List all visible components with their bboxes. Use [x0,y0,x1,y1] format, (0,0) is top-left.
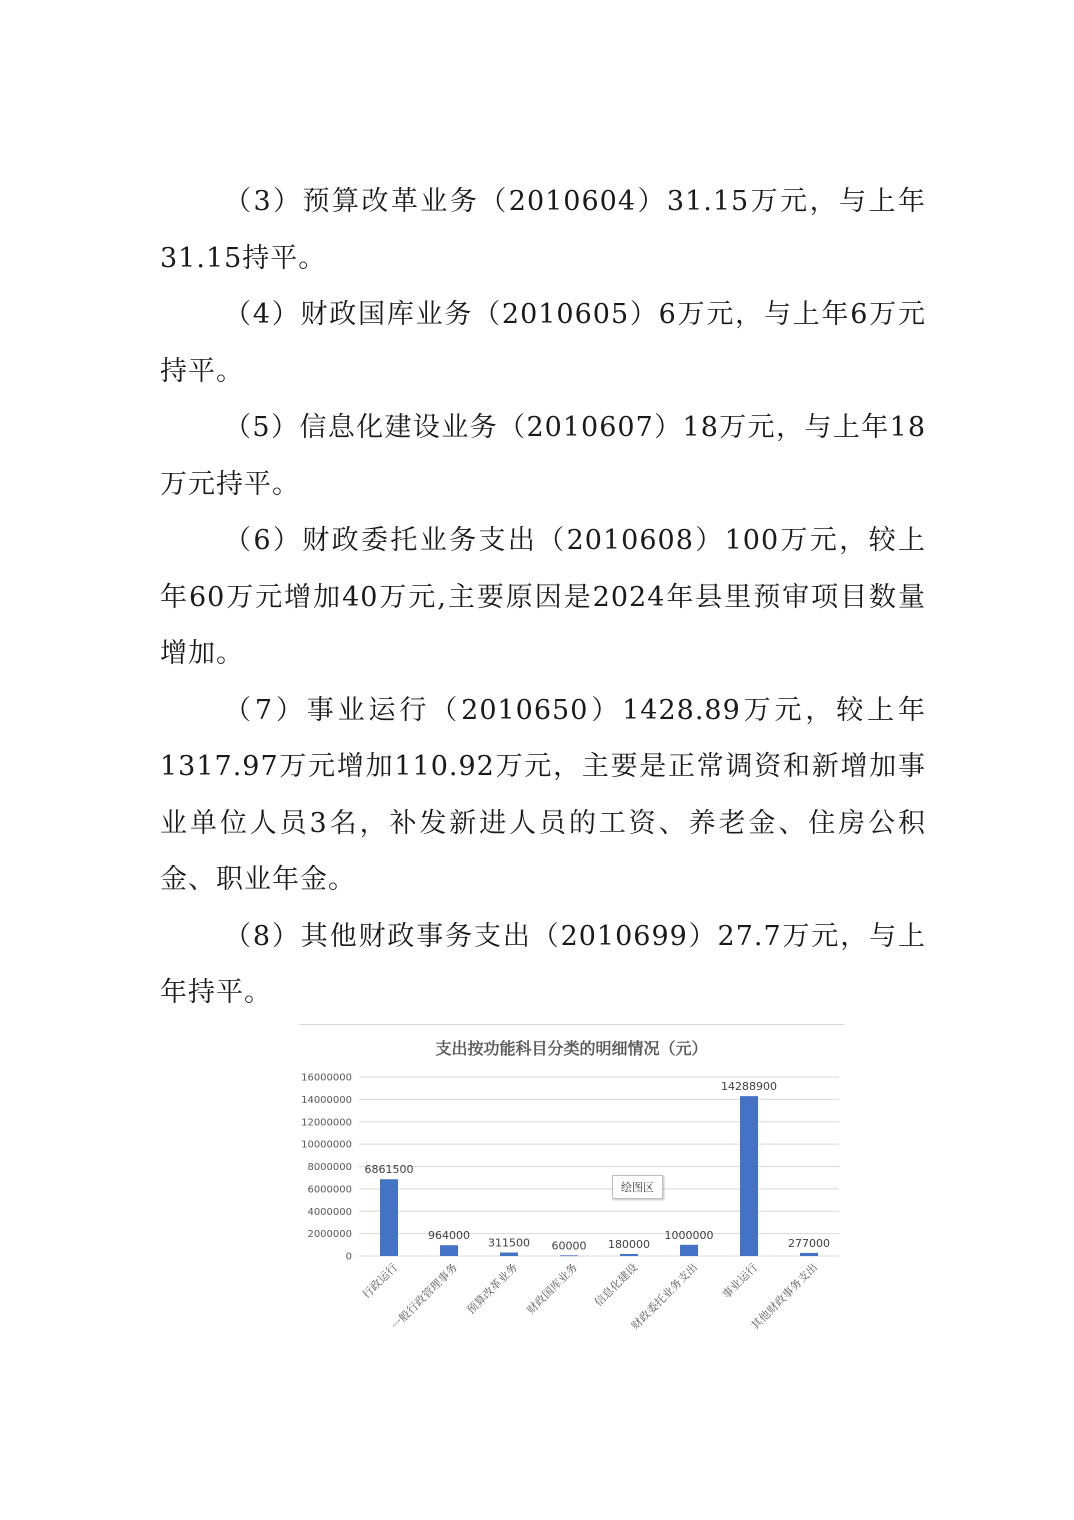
y-tick-label: 16000000 [301,1072,352,1084]
paragraph-treasury: （4）财政国库业务（2010605）6万元，与上年6万元持平。 [160,299,926,387]
data-label: 60000 [551,1239,587,1253]
chart-plot [299,1024,844,1369]
chart-title: 支出按功能科目分类的明细情况（元） [435,1039,708,1058]
bar [560,1255,578,1256]
bar [500,1253,518,1256]
data-label: 964000 [428,1229,470,1243]
plot-area-tag: 绘图区 [612,1175,663,1199]
paragraph-budget-reform: （3）预算改革业务（2010604）31.15万元，与上年31.15持平。 [160,186,926,274]
bar [680,1245,698,1256]
data-label: 1000000 [664,1228,714,1242]
bar [440,1245,458,1256]
bar [620,1254,638,1256]
y-tick-label: 10000000 [301,1139,352,1151]
paragraph-entrusted-business: （6）财政委托业务支出（2010608）100万元，较上年60万元增加40万元,主要原因是2024年县里预审项目数量增加。 [160,525,926,669]
bar [380,1179,398,1256]
data-label: 14288900 [721,1080,777,1094]
expenditure-chart [299,1024,844,1369]
y-tick-label: 12000000 [301,1117,352,1129]
y-tick-label: 14000000 [301,1094,352,1106]
y-tick-label: 2000000 [307,1229,352,1241]
category-label: 一般行政管理事务 [388,1260,461,1333]
paragraph-other-finance: （8）其他财政事务支出（2010699）27.7万元，与上年持平。 [160,920,926,1008]
category-label: 其他财政事务支出 [748,1260,821,1333]
document-body [160,174,926,1022]
paragraph-institution-operation: （7）事业运行（2010650）1428.89万元，较上年1317.97万元增加110.92万元，主要是正常调资和新增加事业单位人员3名，补发新进人员的工资、养老金、住房公积金、职业年金。 [160,694,926,895]
y-tick-label: 8000000 [307,1162,352,1173]
data-label: 311500 [488,1236,530,1250]
category-label: 预算改革业务 [464,1260,521,1317]
data-label: 277000 [788,1236,830,1250]
category-label: 信息化建设 [592,1260,641,1310]
category-label: 事业运行 [719,1260,761,1302]
bar [800,1253,818,1256]
data-label: 6861500 [364,1163,414,1177]
paragraph-informatization: （5）信息化建设业务（2010607）18万元，与上年18万元持平。 [160,412,926,500]
bar [740,1096,758,1256]
category-label: 财政国库业务 [524,1260,581,1317]
category-label: 行政运行 [359,1260,401,1302]
data-label: 180000 [608,1237,650,1251]
category-label: 财政委托业务支出 [628,1260,701,1333]
y-tick-label: 6000000 [307,1184,352,1196]
y-tick-label: 4000000 [307,1206,352,1218]
y-tick-label: 0 [345,1251,352,1263]
